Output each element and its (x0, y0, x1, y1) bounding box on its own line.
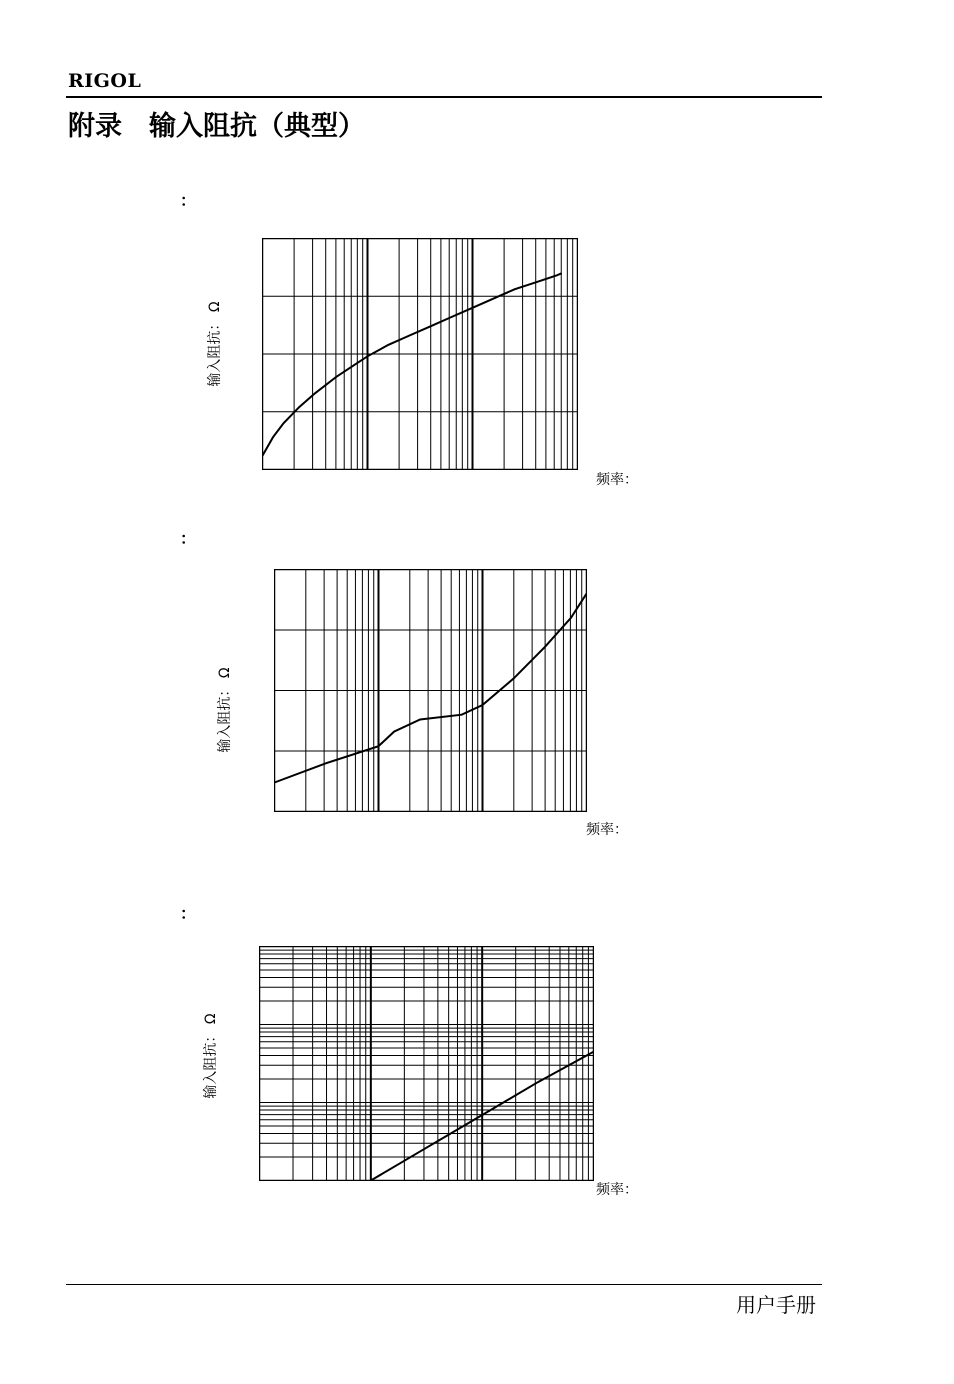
chart-3-xlabel: 频率： (596, 1182, 638, 1198)
chart-2-xlabel: 频率： (586, 822, 628, 838)
page-title: 附录 输入阻抗（典型） (68, 111, 365, 142)
footer-rule (66, 1284, 822, 1285)
chart-3-ylabel: 输入阻抗： Ω (203, 1013, 219, 1099)
chart-1-caption: ： (180, 191, 197, 210)
chart-2-plot (274, 569, 587, 812)
chart-1-xlabel: 频率： (596, 472, 638, 488)
footer-text: 用户手册 (736, 1293, 816, 1317)
header-rule (66, 96, 822, 98)
chart-1-ylabel: 输入阻抗： Ω (207, 301, 223, 387)
impedance-curve (263, 273, 562, 455)
impedance-curve (275, 594, 587, 783)
chart-3-plot (259, 946, 594, 1181)
chart-2-caption: ： (180, 529, 197, 548)
plot-frame (260, 947, 594, 1181)
brand-logo: RIGOL (68, 70, 142, 92)
chart-3-caption: ： (180, 904, 197, 923)
chart-2-ylabel: 输入阻抗： Ω (217, 667, 233, 753)
chart-1-plot (262, 238, 578, 470)
